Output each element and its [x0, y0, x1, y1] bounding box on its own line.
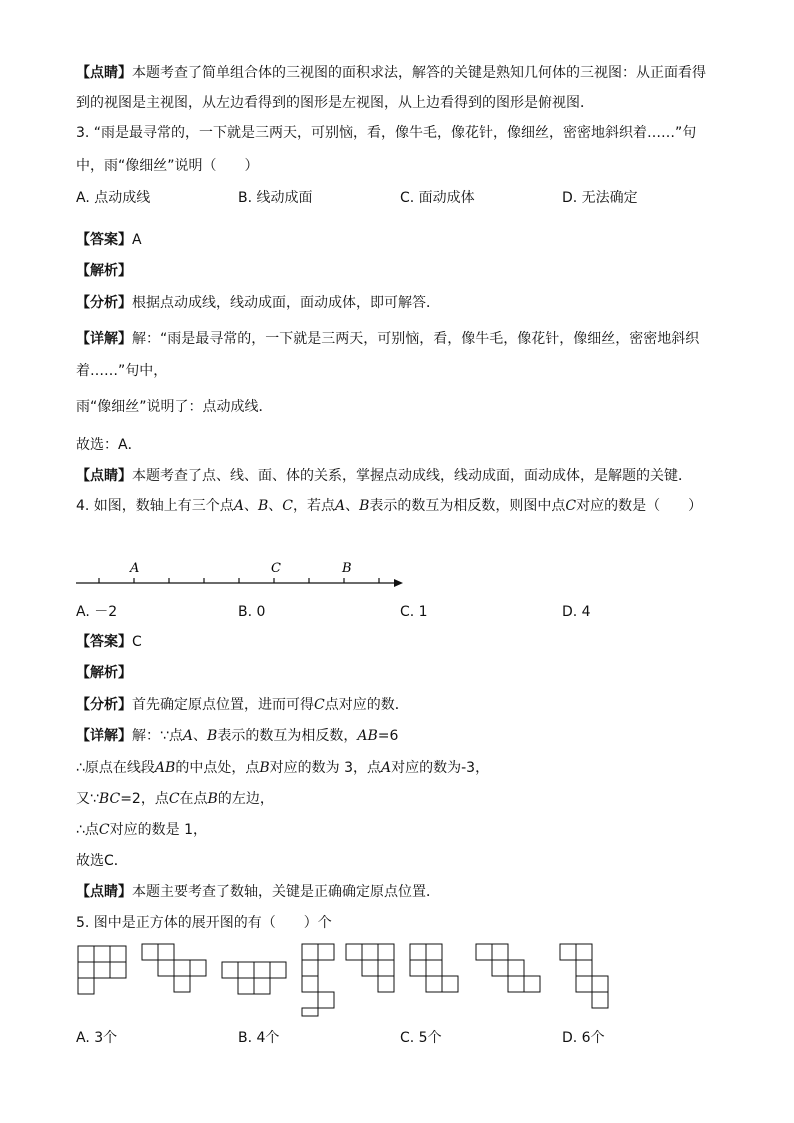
fenxi-label: 【分析】	[76, 697, 132, 713]
pt: B	[207, 791, 218, 807]
q4-stem-part: 表示的数互为相反数，则图中点	[369, 498, 566, 514]
pt: A	[380, 760, 392, 776]
analysis-label: 【解析】	[76, 263, 132, 279]
q5-option-c: C. 5个	[400, 1030, 442, 1046]
q4-stem	[76, 497, 702, 515]
number-line-figure	[70, 555, 410, 595]
sep: 、	[193, 728, 208, 744]
xj-text: 对应的数是 1，	[109, 822, 207, 838]
pt: A	[233, 498, 244, 514]
xiangjie-label: 【详解】	[76, 331, 132, 347]
q4-xiangjie-1	[76, 727, 398, 745]
pt: C	[168, 791, 180, 807]
q5-stem: 5. 图中是正方体的展开图的有（ ）个	[76, 915, 332, 931]
cube-net-2	[142, 944, 206, 992]
pt: C	[98, 822, 110, 838]
cube-net-5	[346, 944, 394, 992]
xj-text: 的左边，	[217, 791, 274, 807]
cube-net-1	[78, 946, 126, 994]
sep: 、	[243, 498, 258, 514]
q5-option-b: B. 4个	[238, 1030, 280, 1046]
pt: B	[257, 498, 269, 514]
cube-net-6	[410, 944, 458, 992]
q4-option-a: A. －2	[76, 604, 118, 620]
xj-text: ∴原点在线段	[76, 760, 155, 776]
q4-option-b: B. 0	[238, 604, 266, 620]
xiangjie-label: 【详解】	[76, 728, 132, 744]
q3-xiangjie-2: 着……”句中，	[76, 363, 168, 379]
xj-text: 的中点处，点	[175, 760, 260, 776]
xj-text: 又∵	[76, 791, 99, 807]
q3-xiangjie-1	[76, 330, 699, 348]
sep: 、	[345, 498, 360, 514]
pt: C	[282, 498, 293, 514]
point-c-label: C	[271, 561, 281, 576]
xj-text: 在点	[179, 791, 208, 807]
q4-stem-part: 4. 如图，数轴上有三个点	[76, 498, 234, 514]
fenxi-text: 根据点动成线，线动成面，面动成体，即可解答．	[132, 295, 440, 311]
dianjing-text: 本题主要考查了数轴，关键是正确确定原点位置．	[132, 884, 440, 900]
xj-text: =6	[377, 728, 399, 744]
answer-label: 【答案】	[76, 634, 132, 650]
point-b-label: B	[342, 561, 352, 576]
dianjing-label: 【点睛】	[76, 65, 132, 81]
q4-xiangjie-4	[76, 821, 207, 839]
seg: BC	[98, 791, 121, 807]
pt: B	[359, 498, 370, 514]
xj-text: =2，点	[120, 791, 169, 807]
analysis-label: 【解析】	[76, 665, 132, 681]
fenxi-text: 点对应的数．	[324, 697, 409, 713]
q4-xiangjie-2	[76, 759, 489, 777]
q4-choose: 故选C．	[76, 853, 128, 869]
q4-option-d: D. 4	[562, 604, 591, 620]
pt: A	[182, 728, 194, 744]
cube-net-3	[222, 962, 286, 994]
q4-answer	[76, 633, 142, 651]
arrow-head-icon	[394, 579, 403, 587]
q3-option-c: C. 面动成体	[400, 190, 475, 206]
q3-dianjing	[76, 467, 692, 485]
pt: A	[334, 498, 346, 514]
answer-value: C	[132, 634, 142, 650]
xj-text: 表示的数互为相反数，	[217, 728, 358, 744]
dianjing-label: 【点睛】	[76, 468, 132, 484]
q3-stem-line-2: 中，雨“像细丝”说明（ ）	[76, 158, 259, 174]
cube-net-7	[476, 944, 540, 992]
q4-analysis-label	[76, 664, 132, 682]
pt: B	[207, 728, 218, 744]
q3-analysis-label	[76, 262, 132, 280]
xiangjie-text: 解：“雨是最寻常的，一下就是三两天，可别恼，看，像牛毛，像花针，像细丝，密密地斜织	[132, 331, 700, 347]
xj-text: ∴点	[76, 822, 99, 838]
q3-choose: 故选：A．	[76, 437, 142, 453]
q3-xiangjie-3: 雨“像细丝”说明了：点动成线．	[76, 399, 273, 415]
pt: C	[314, 697, 325, 713]
q4-xiangjie-3	[76, 790, 274, 808]
q5-option-d: D. 6个	[562, 1030, 605, 1046]
answer-label: 【答案】	[76, 232, 132, 248]
cube-net-4	[302, 944, 334, 1016]
xj-text: 对应的数为 3，点	[269, 760, 381, 776]
q4-stem-part: 对应的数是（ ）	[576, 498, 703, 514]
cube-net-8	[560, 944, 608, 1008]
sep: 、	[268, 498, 283, 514]
q3-option-a: A. 点动成线	[76, 190, 151, 206]
q3-answer	[76, 231, 142, 249]
pt: C	[565, 498, 577, 514]
seg: AB	[154, 760, 176, 776]
xj-text: 解：∵点	[132, 728, 183, 744]
xj-text: 对应的数为-3，	[391, 760, 490, 776]
q3-option-b: B. 线动成面	[238, 190, 313, 206]
q4-option-c: C. 1	[400, 604, 428, 620]
q3-fenxi	[76, 294, 440, 312]
seg: AB	[357, 728, 378, 744]
answer-value: A	[132, 232, 142, 248]
q4-stem-part: ，若点	[292, 498, 335, 514]
remark-line-2: 到的视图是主视图，从左边看得到的图形是左视图，从上边看得到的图形是俯视图．	[76, 95, 594, 111]
remark-text: 本题考查了简单组合体的三视图的面积求法，解答的关键是熟知几何体的三视图：从正面看得	[132, 65, 706, 81]
fenxi-label: 【分析】	[76, 295, 132, 311]
q4-dianjing	[76, 883, 440, 901]
q5-option-a: A. 3个	[76, 1030, 118, 1046]
q3-stem-line-1: 3. “雨是最寻常的，一下就是三两天，可别恼，看，像牛毛，像花针，像细丝，密密地斜织着……”句	[76, 125, 697, 141]
dianjing-text: 本题考查了点、线、面、体的关系，掌握点动成线，线动成面，面动成体，是解题的关键．	[132, 468, 692, 484]
point-a-label: A	[130, 561, 140, 576]
pt: B	[259, 760, 270, 776]
fenxi-text: 首先确定原点位置，进而可得	[132, 697, 314, 713]
remark-line-1	[76, 64, 706, 82]
cube-nets-figure	[70, 940, 630, 1020]
q4-fenxi	[76, 696, 409, 714]
q3-option-d: D. 无法确定	[562, 190, 638, 206]
dianjing-label: 【点睛】	[76, 884, 132, 900]
